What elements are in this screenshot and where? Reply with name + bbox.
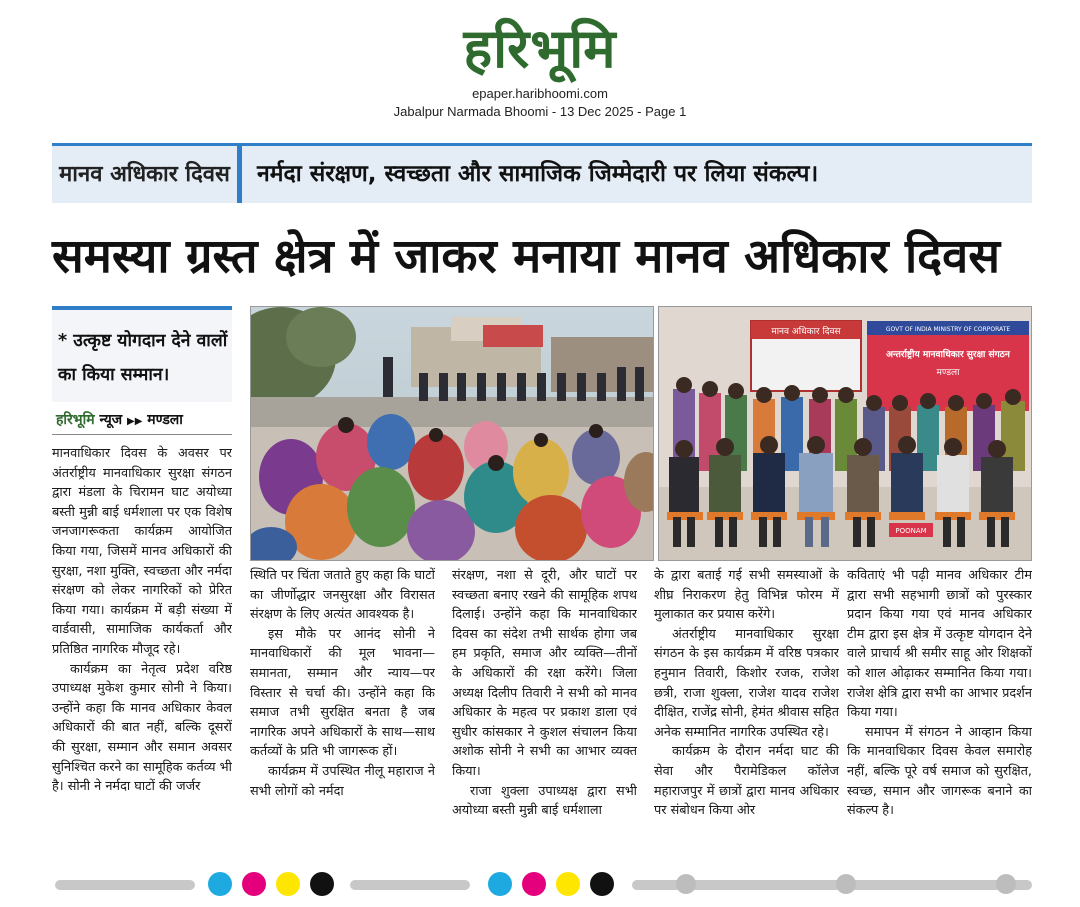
paragraph: इस मौके पर आनंद सोनी ने मानवाधिकारों की मूल भावना—समानता, सम्मान और न्याय—पर विस्तार से चर्चा की। उन्होंने कहा कि समाज तभी सुरक्षित बनता है जब नागरिक अपने अधिकारों के साथ—साथ कर्तव्यों के प्रति भी जागरूक हों।: [250, 626, 435, 760]
article-column-2: [250, 566, 435, 860]
registration-bar: [55, 880, 195, 890]
paragraph: संरक्षण, नशा से दूरी, और घाटों पर स्वच्छता बनाए रखने की सामूहिक शपथ दिलाई। उन्होंने कहा कि मानवाधिकार दिवस का संदेश तभी सार्थक होगा जब हम प्रकृति, समाज और व्यक्ति—तीनों के अधिकारों की रक्षा करेंगे। जिला अध्यक्ष दिलीप तिवारी ने सभी को मानव अधिकार के महत्व पर प्रकाश डाला एवं सुधीर कांसकार ने कुशल संचालन किया अशोक सोनी ने सभी का आभार व्यक्त किया।: [452, 568, 637, 779]
black-registration-dot: [310, 872, 334, 896]
article-column-3: [452, 566, 637, 860]
byline-divider: [52, 434, 232, 435]
logo-text: हरिभूमि: [463, 17, 617, 80]
topic-tag: मानव अधिकार दिवस: [52, 146, 242, 203]
registration-ring: [836, 874, 856, 894]
haribhoomi-logo[interactable]: [380, 14, 700, 84]
paragraph: कार्यक्रम में उपस्थित नीलू महाराज ने सभी लोगों को नर्मदा: [250, 763, 435, 799]
paragraph: स्थिति पर चिंता जताते हुए कहा कि घाटों का जीर्णोद्धार जनसुरक्षा और विरासत संरक्षण के लिए अत्यंत आवश्यक है।: [250, 568, 435, 623]
article-column-1: [52, 444, 232, 860]
paragraph: राजा शुक्ला उपाध्यक्ष द्वारा सभी अयोध्या बस्ती मुन्नी बाई धर्मशाला: [452, 783, 637, 819]
magenta-registration-dot: [242, 872, 266, 896]
registration-bar: [350, 880, 470, 890]
highlight-text: * उत्कृष्ट योगदान देने वालों का किया सम्मान।: [58, 331, 228, 385]
paragraph: समापन में संगठन ने आव्हान किया कि मानवाधिकार दिवस केवल समारोह नहीं, बल्कि पूरे वर्ष समाज को सुरक्षित, स्वच्छ, समान और जागरूक बनाने का संकल्प है।: [847, 724, 1032, 819]
chair-label-text: POONAM: [895, 527, 927, 535]
topic-subtitle: नर्मदा संरक्षण, स्वच्छता और सामाजिक जिम्मेदारी पर लिया संकल्प।: [257, 161, 819, 187]
print-registration-strip: [0, 860, 1080, 907]
banner2-text: मानव अधिकार दिवस: [771, 327, 841, 337]
registration-ring: [676, 874, 696, 894]
event-photo-gathering[interactable]: [250, 306, 654, 561]
article-column-4: [654, 566, 839, 860]
registration-ring: [996, 874, 1016, 894]
cyan-registration-dot: [488, 872, 512, 896]
paragraph: कार्यक्रम के दौरान नर्मदा घाट की सेवा और पैरामेडिकल कॉलेज महाराजपुर में छात्रों द्वारा मानव अधिकार पर संबोधन किया ओर: [654, 744, 839, 819]
highlight-box: [52, 306, 232, 402]
photo-group-illustration: [659, 307, 1032, 561]
paragraph: मानवाधिकार दिवस के अवसर पर अंतर्राष्ट्रीय मानवाधिकार सुरक्षा संगठन द्वारा मंडला के चिरामन घाट अयोध्या बस्ती मुन्नी बाई धर्मशाला पर एक विशेष जनजागरूकता कार्यक्रम आयोजित किया गया, जिसमें मानव अधिकारों की सुरक्षा, नशा मुक्ति, स्वच्छता और नर्मदा संरक्षण को लेकर नागरिकों को प्रेरित किया गया। कार्यक्रम में बड़ी संख्या में वार्डवासी, सामाजिक कार्यकर्ता और प्रतिष्ठित नागरिक मौजूद रहे।: [52, 446, 232, 657]
banner3-text: अन्तर्राष्ट्रीय मानवाधिकार सुरक्षा संगठन: [886, 350, 1010, 360]
site-url[interactable]: epaper.haribhoomi.com: [472, 86, 608, 101]
byline-place: मण्डला: [147, 412, 183, 428]
paragraph: के द्वारा बताई गई सभी समस्याओं के शीघ्र निराकरण हेतु विभिन्न फोरम में मुलाकात कर प्रयास करेंगे।: [654, 568, 839, 623]
paragraph: अंतर्राष्ट्रीय मानवाधिकार सुरक्षा संगठन के इस कार्यक्रम में वरिष्ठ पत्रकार हनुमान तिवारी, किशोर रजक, राजेश छत्री, राजा शुक्ला, राजेश यादव राजेश दीक्षित, राजेंद्र सोनी, हेमंत श्रीवास सहित अनेक सम्मानित नागरिक उपस्थित रहे।: [654, 626, 839, 740]
edition-info: Jabalpur Narmada Bhoomi - 13 Dec 2025 - Page 1: [393, 104, 687, 119]
masthead: [0, 0, 1080, 128]
banner3-sub-text: मण्डला: [936, 368, 960, 378]
magenta-registration-dot: [522, 872, 546, 896]
topic-bar: [52, 143, 1032, 203]
yellow-registration-dot: [556, 872, 580, 896]
article-headline: समस्या ग्रस्त क्षेत्र में जाकर मनाया मानव अधिकार दिवस: [52, 229, 1000, 284]
byline-brand: हरिभूमि: [56, 412, 95, 428]
cyan-registration-dot: [208, 872, 232, 896]
paragraph: कविताएं भी पढ़ी मानव अधिकार टीम द्वारा सभी सहभागी छात्रों को पुरस्कार प्रदान किया गया एवं मानव अधिकार टीम द्वारा इस क्षेत्र में उत्कृष्ट योगदान देने वाले प्राचार्य श्री समीर साहू ओर शिक्षकों को शाल ओढ़ाकर सम्मानित किया गया। राजेश क्षेत्रि द्वारा सभी का आभार प्रदर्शन किया गया।: [847, 568, 1032, 721]
byline-label: न्यूज: [99, 412, 123, 428]
banner-top-text: GOVT OF INDIA MINISTRY OF CORPORATE: [885, 326, 1011, 333]
byline: [56, 410, 236, 429]
yellow-registration-dot: [276, 872, 300, 896]
photo-gathering-illustration: [251, 307, 654, 561]
paragraph: कार्यक्रम का नेतृत्व प्रदेश वरिष्ठ उपाध्यक्ष मुकेश कुमार सोनी ने किया। उन्होंने कहा कि मानव अधिकार केवल अधिकारों की बात नहीं, बल्कि दूसरों की सुरक्षा, सम्मान और समान अवसर सुनिश्चित करने का सामूहिक कर्तव्य भी है। सोनी ने नर्मदा घाटों की जर्जर: [52, 661, 232, 795]
article-column-5: [847, 566, 1032, 860]
event-photo-group[interactable]: [658, 306, 1032, 561]
byline-arrows-icon: ▶▶: [127, 416, 143, 427]
black-registration-dot: [590, 872, 614, 896]
